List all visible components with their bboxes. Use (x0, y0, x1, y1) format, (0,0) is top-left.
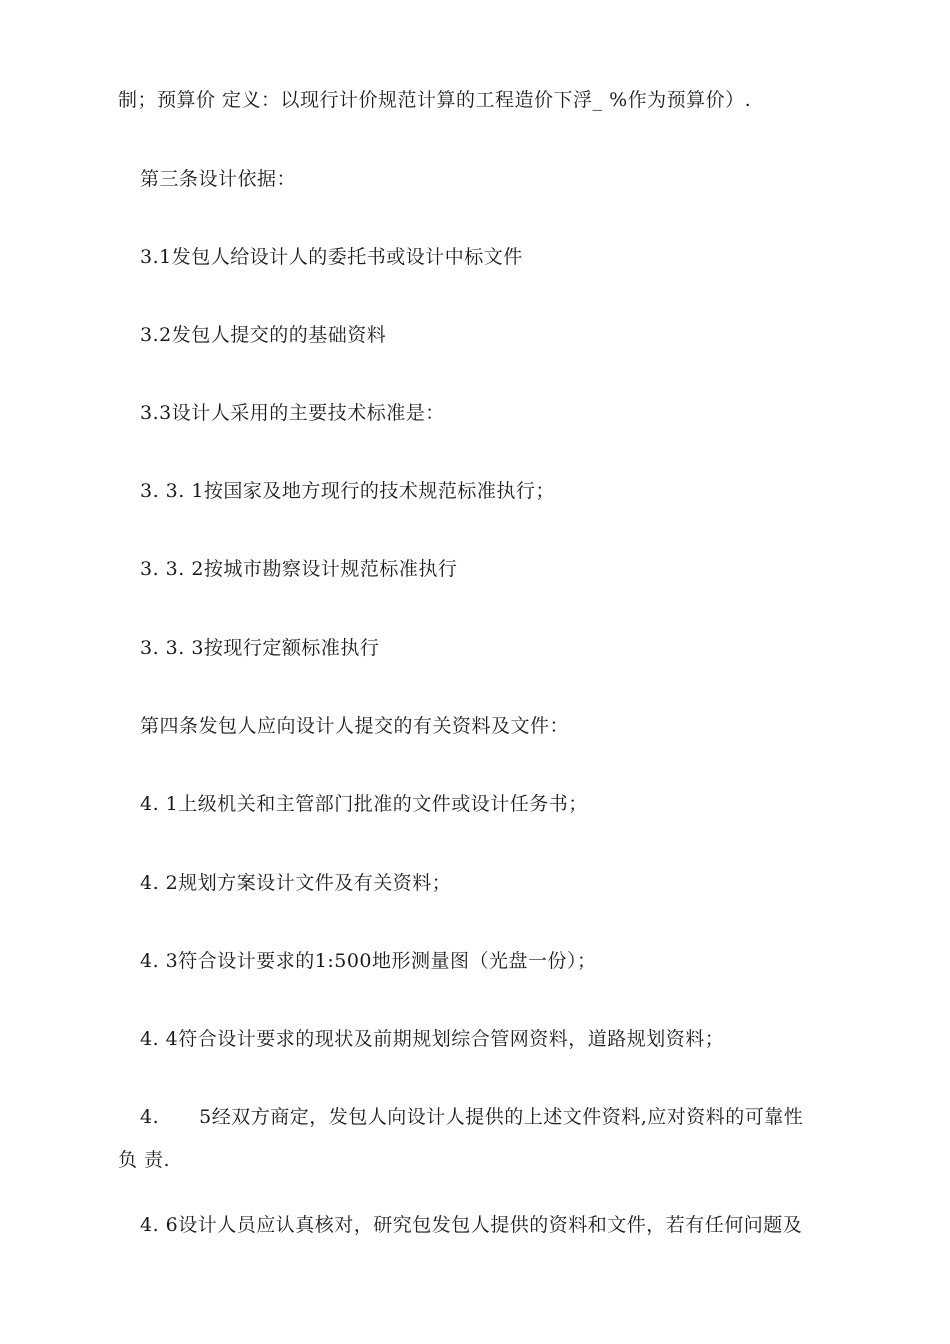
clause-4-6: 4. 6设计人员应认真核对，研究包发包人提供的资料和文件，若有任何问题及 (140, 1214, 803, 1236)
clause-4-5-continuation: 负 责. (118, 1149, 171, 1171)
clause-3-3-2: 3. 3. 2按城市勘察设计规范标准执行 (140, 558, 458, 580)
clause-3-3: 3.3设计人采用的主要技术标准是： (140, 402, 445, 424)
clause-4-5-text: 5经双方商定，发包人向设计人提供的上述文件资料,应对资料的可靠性 (199, 1106, 804, 1128)
clause-3-1: 3.1发包人给设计人的委托书或设计中标文件 (140, 246, 523, 268)
clause-4-2: 4. 2规划方案设计文件及有关资料； (140, 872, 452, 894)
clause-3-3-1: 3. 3. 1按国家及地方现行的技术规范标准执行； (140, 480, 555, 502)
article-4-heading: 第四条发包人应向设计人提交的有关资料及文件： (140, 715, 570, 737)
clause-4-5-number: 4. (140, 1106, 160, 1128)
text-line-pricing-definition: 制；预算价 定义：以现行计价规范计算的工程造价下浮_ %作为预算价）. (118, 89, 752, 111)
article-3-heading: 第三条设计依据： (140, 168, 297, 190)
clause-4-4: 4. 4符合设计要求的现状及前期规划综合管网资料，道路规划资料； (140, 1028, 725, 1050)
clause-4-5 (140, 1105, 803, 1129)
clause-3-2: 3.2发包人提交的的基础资料 (140, 324, 387, 346)
clause-4-1: 4. 1上级机关和主管部门批准的文件或设计任务书； (140, 793, 588, 815)
clause-3-3-3: 3. 3. 3按现行定额标准执行 (140, 637, 380, 659)
clause-4-3: 4. 3符合设计要求的1:500地形测量图（光盘一份）； (140, 950, 597, 972)
